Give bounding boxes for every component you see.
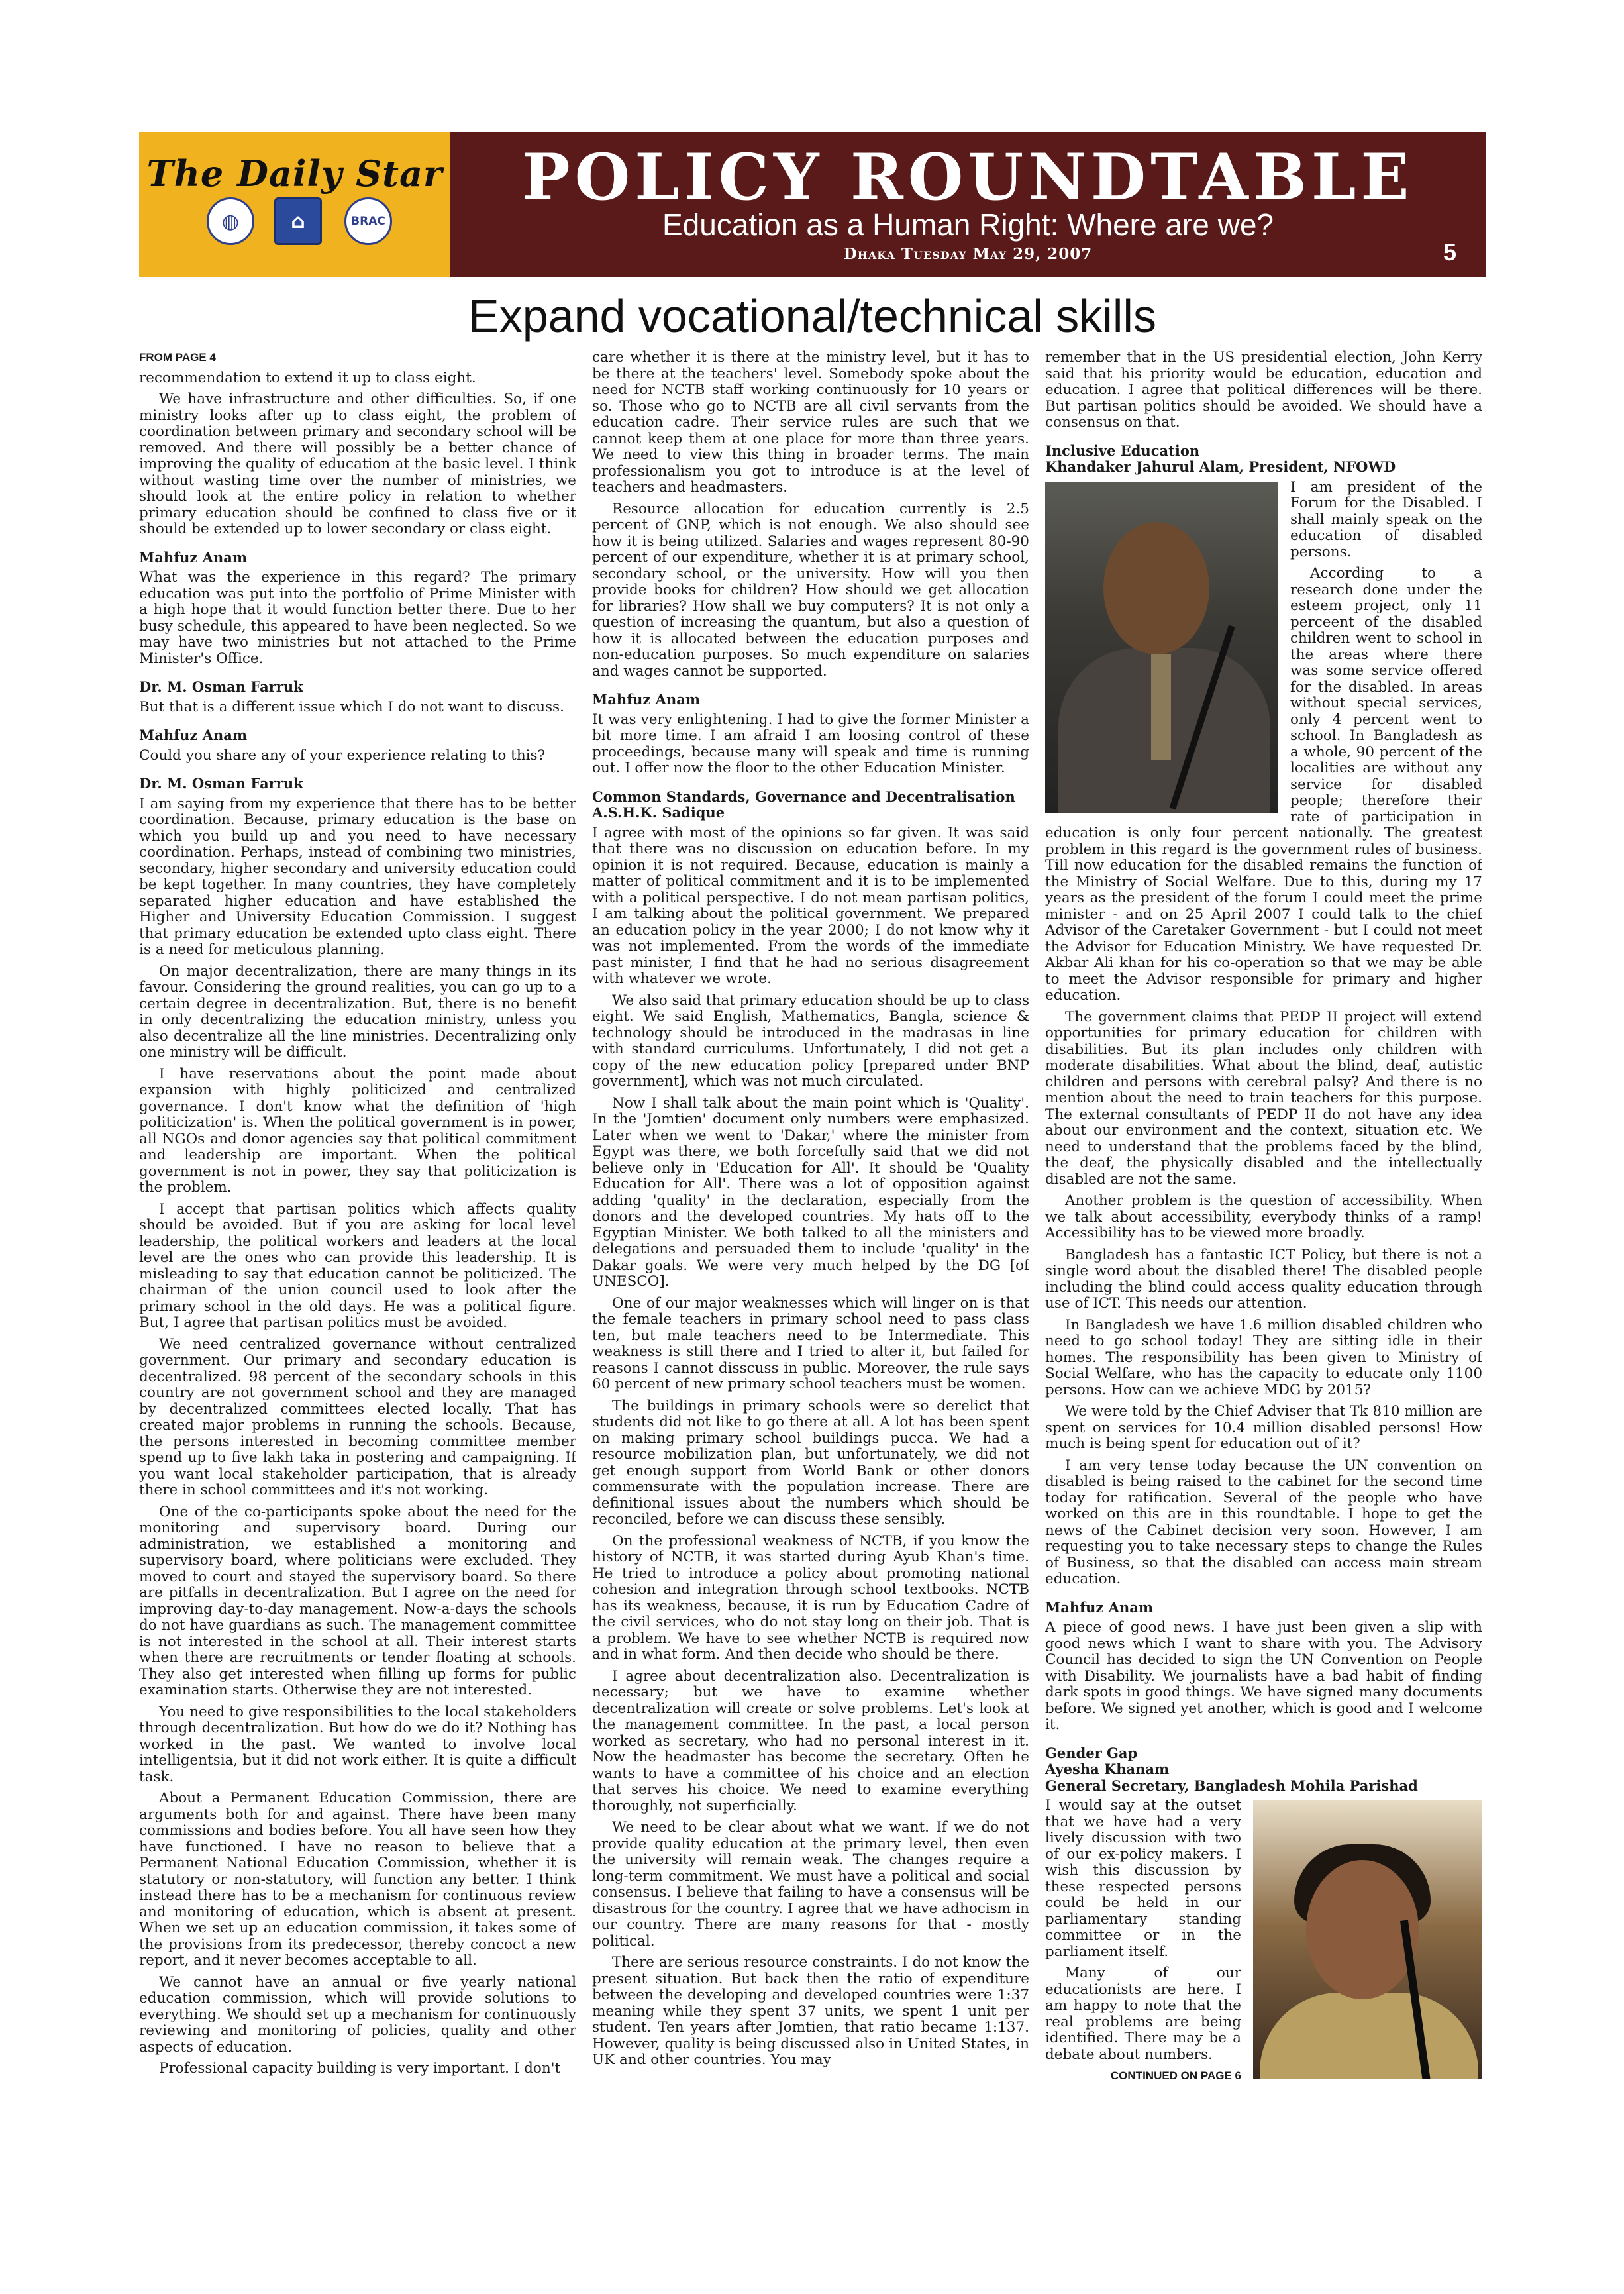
paragraph: One of our major weaknesses which will linger on is that the female teachers in primary school need to pass class ten, but male teachers need to be Intermediate. This weakness is still there and I tried to alter it, but failed for reasons I cannot disscuss in public. Moreover, the rule says 60 percent of new primary school teachers must be women.	[592, 1294, 1029, 1392]
paragraph: But that is a different issue which I do not want to discuss.	[139, 698, 565, 715]
paragraph: I am very tense today because the UN convention on disabled is being raised to the cabinet for the second time today for ratification. Several of the people who have worked on this are in this roundtable. I hope to get the news of the Cabinet decision very soon. However, I am requesting you to take necessary steps to change the Rules of Business, so that the disabled can access main stream education.	[1045, 1457, 1482, 1587]
paragraph: I would say at the outset that we have had a very lively discussion with two of our ex-policy makers. I wish this discussion by these respected persons could be held in our parliamentary standing committee or in the parliament itself.	[1045, 1797, 1241, 1960]
paragraph: A piece of good news. I have just been given a slip with good news which I want to share with you. The Advisory Council has decided to sign the UN Convention on People with Disability. We journalists have a bad habit of finding dark spots in good things. We have signed many documents before. We signed yet another, which is good and I welcome it.	[1045, 1619, 1482, 1733]
paragraph: Could you share any of your experience relating to this?	[139, 747, 546, 764]
paragraph: recommendation to extend it up to class eight.	[139, 369, 476, 386]
paragraph: We need to be clear about what we want. If we do not provide quality education at the primary level, then even the university will remain weak. The changes require a long-term commitment. We must have a political and social consensus. I believe that failing to have a consensus will be disastrous for the country. I agree that we have adhocism in our country. There are many reasons for that - mostly political.	[592, 1819, 1029, 1950]
paragraph: We were told by the Chief Adviser that Tk 810 million are spent on services for 10.4 million disabled persons! How much is being spent for education out of it?	[1045, 1403, 1482, 1452]
page-number: 5	[1443, 238, 1456, 266]
paragraph: We have infrastructure and other difficulties. So, if one ministry looks after up to class eight, the problem of coordination between primary and secondary school will be removed. And there will possibly be a better chance of improving the quality of education at the basic level. I think without wasting time over the number of ministries, we should look at the entire policy in relation to whether primary education should be confined to class five or it should be extended up to lower secondary or class eight.	[139, 391, 576, 537]
paragraph: About a Permanent Education Commission, there are arguments both for and against. There have been many commissions and bodies before. You all have seen how they have functioned. I have no reason to believe that a Permanent National Education Commission, whether it is statutory or non-statutory, will function any better. I think instead there has to be a mechanism for continuous review and monitoring of education, which is absent at present. When we set up an education commission, it takes some of the provisions from its predecessor, thereby concoct a new report, and it never becomes acceptable to all.	[139, 1790, 576, 1969]
paragraph: I have reservations about the point made about expansion with highly politicized and centralized governance. I don't know what the definition of 'high politicization' is. When the political government is in power, all NGOs and donor agencies say that political commitment and leadership are important. When the political government is not in power, they say that politicization is the problem.	[139, 1065, 576, 1196]
paragraph: Bangladesh has a fantastic ICT Policy, but there is not a single word about the disabled there! The disabled people including the blind could access quality education through use of ICT. This needs our attention.	[1045, 1246, 1482, 1312]
paragraph: It was very enlightening. I had to give the former Minister a bit more time. I am afraid I am loosing control of these proceedings, because many will speak and time is running out. I offer now the floor to the other Education Minister.	[592, 711, 1029, 776]
paragraph: In Bangladesh we have 1.6 million disabled children who need to go school today! They are sitting idle in their homes. The responsibility has been given to Ministry of Social Welfare, who has the capacity to educate only 1100 persons. How can we achieve MDG by 2015?	[1045, 1316, 1482, 1398]
paragraph: On major decentralization, there are many things in its favour. Considering the ground realities, you can go up to a certain degree in decentralization. But, there is no benefit in only decentralizing the education ministry, unless you also decentralize all the line ministries. Decentralizing only one ministry will be difficult.	[139, 963, 576, 1061]
paragraph: We need centralized governance without centralized government. Our primary and secondary education is decentralized. 98 percent of the secondary schools in this country are not government school and they are managed by decentralized committees elected locally. That has created major problems in running the schools. Because, the persons interested in becoming committee member spend up to five lakh taka in postering and campaigning. If you want local stakeholder participation, that is already there in school committees and it's not working.	[139, 1335, 576, 1498]
logo-panel	[139, 132, 450, 277]
paragraph: The government claims that PEDP II project will extend opportunities for primary education for children with disabilities. But its plan includes only children with moderate disabilities. What about the blind, deaf, autistic children and persons with cerebral palsy? And there is no mention about the need to train teachers for this purpose. The external consultants of PEDP II do not have any idea about our environment and the context, situation etc. We need to understand that the problems faced by the blind, the deaf, the physically disabled and the intellectually disabled are not the same.	[1045, 1008, 1482, 1188]
speaker-name: Mahfuz Anam	[592, 691, 701, 707]
paragraph: Resource allocation for education currently is 2.5 percent of GNP, which is not enough. We also should see how it is being utilized. Salaries and wages represent 80-90 percent of our expenditure, whether it is at primary school, secondary school, or the university. How will you then provide books for children? How should we get allocation for libraries? How shall we buy computers? It is not only a question of increasing the quantum, but also a question of how it is allocated between the education purposes and non-education purposes. So much expenditure on salaries and wages cannot be supported.	[592, 500, 1029, 680]
article-column-2	[592, 350, 1029, 2251]
paragraph: One of the co-participants spoke about the need for the monitoring and supervisory board. During our administration, we established a monitoring and supervisory board, where politicians were excluded. They moved to court and stayed the supervisory board. So there are pitfalls in decentralization. But I agree on the need for improving day-to-day management. Now-a-days the schools do not have guardians as such. The management committee is not interested in the school at all. Their interest starts when there are recruitments or tender floating at schools. They also get interested when filling up forms for public examination starts. Otherwise they are not interested.	[139, 1503, 576, 1698]
paragraph: What was the experience in this regard? The primary education was put into the portfolio of Prime Minister with a high hope that it would function better there. Due to her busy schedule, this appeared to have been neglected. So we may have two ministries but not attached to the Prime Minister's Office.	[139, 569, 576, 667]
paragraph: Professional capacity building is very important. I don't	[159, 2060, 561, 2077]
subsection-title: Common Standards, Governance and Decentralisation	[592, 788, 1015, 805]
brac-university-logo-icon: BRAC	[344, 197, 392, 245]
speaker-name: Mahfuz Anam	[139, 727, 248, 743]
unesco-logo-icon: ⌂	[274, 197, 322, 245]
paragraph: You need to give responsibilities to the local stakeholders through decentralization. But how do we do it? Nothing has worked in the past. We wanted to involve local intelligentsia, but it did not work either. It is quite a difficult task.	[139, 1703, 576, 1785]
paragraph: I agree with most of the opinions so far given. It was said that there was no discussion on education before. In my opinion it is not required. Because, education is mainly a matter of political commitment and it is to be implemented with a political perspective. I do not mean partisan politics, I am talking about the political government. We prepared an education policy in the year 2000; I do not know why it was not implemented. From the words of the immediate past minister, I find that he had no serious disagreement with whatever we wrote.	[592, 824, 1029, 987]
article-headline: Expand vocational/technical skills	[468, 290, 1156, 342]
paragraph: I accept that partisan politics which affects quality should be avoided. But if you are asking for local level leadership, the political workers and leaders at the local level are the ones who can provide this leadership. It is misleading to say that education cannot be politicized. The chairman of the union council used to look after the primary school in the old days. He was a political figure. But, I agree that partisan politics must be avoided.	[139, 1200, 576, 1331]
paragraph: We cannot have an annual or five yearly national education commission, which will provide solutions to everything. We should set up a mechanism for continuously reviewing and monitoring of policies, quality and other aspects of education.	[139, 1973, 576, 2056]
paragraph: Another problem is the question of accessibility. When we talk about accessibility, everybody thinks of a ramp! Accessibility has to be viewed more broadly.	[1045, 1192, 1482, 1241]
paragraph: care whether it is there at the ministry level, but it has to be there at the teachers' level. Somebody spoke about the need for NCTB staff working continuously for 10 years or so. Those who go to NCTB are all civil servants from the education cadre. Their service rules are such that we cannot keep them at one place for more than three years. We need to view this thing in broader terms. The main professionalism you got to introduce is at the level of teachers and headmasters.	[592, 350, 1029, 495]
speaker-name: Khandaker Jahurul Alam, President, NFOWD	[1045, 458, 1396, 475]
speaker-name: Dr. M. Osman Farruk	[139, 678, 303, 695]
article-column-3	[1045, 350, 1482, 2251]
title-panel	[450, 132, 1486, 277]
speaker-name: Mahfuz Anam	[139, 548, 248, 566]
newspaper-logo: The Daily Star	[146, 152, 443, 195]
paragraph: Now I shall talk about the main point which is 'Quality'. In the 'Jomtien' document only numbers were emphasized. Later when we went to 'Dakar,' where the minister from Egypt was there, we both forcefully said that we did not believe only in 'Education for All'. It should be 'Quality Education for All'. There was a lot of opposition against adding 'quality' in the declaration, especially from the donors and the developed countries. My hats off to the Egyptian Minister. We both talked to all the ministers and delegations and persuaded them to include 'quality' in the Dakar goals. We were very much helped by the DG [of UNESCO].	[592, 1094, 1029, 1290]
masthead-banner	[139, 132, 1486, 277]
section-title: POLICY ROUNDTABLE	[522, 140, 1414, 215]
speaker-name: Dr. M. Osman Farruk	[139, 775, 303, 792]
paragraph: I am president of the Forum for the Disabled. I shall mainly speak on the education of disabled persons.	[1290, 478, 1482, 560]
continued-label: CONTINUED ON PAGE 6	[1110, 2069, 1241, 2082]
paragraph: Many of our educationists are here. I am happy to note that the real problems are being identified. There may be a debate about numbers.	[1045, 1965, 1241, 2063]
paragraph: I am saying from my experience that there has to be better coordination. Because, primary education is the base on which you build up and you need to have necessary coordination. Perhaps, instead of combining two ministries, secondary, higher secondary and university education could be kept together. In many countries, they have completely separated higher education and have established the Higher and University Education Commission. I suggest that primary education be extended upto class eight. There is a need for meticulous planning.	[139, 795, 576, 958]
subsection-title: Gender Gap	[1045, 1744, 1138, 1761]
government-seal-icon: ◍	[207, 197, 254, 245]
paragraph: The buildings in primary schools were so derelict that students did not like to go there at all. A lot has been spent on making primary school buildings pucca. We had a resource mobilization plan, but unfortunately, we did not get enough support from World Bank or other donors commensurate with the population increase. There are definitional issues about the numbers which should be reconciled, before we can discuss these sensibly.	[592, 1397, 1029, 1528]
paragraph: According to a research done under the esteem project, only 11 perceent of the disabled children went to school in the areas where there was some service offered for the disabled. In areas without special services, only 4 percent went to school. In Bangladesh as a whole, 90 percent of the localities are without any service for disabled people; therefore their rate of participation in education is only four percent nationally. The greatest problem in this regard is the government rules of business. Till now education for the disabled remains the function of the Ministry of Social Welfare. Due to this, during my 17 years as the president of the forum I could meet the prime minister - and on 25 April 2007 I could talk to the chief Advisor of the Caretaker Government - but I could not meet the Advisor for Education Ministry. We have requested Dr. Akbar Ali khan for his co-operation so that we may be able to meet the Advisor responsible for primary and higher education.	[1045, 565, 1482, 1004]
speaker-name: A.S.H.K. Sadique	[592, 804, 725, 821]
speaker-name: Ayesha Khanam	[1045, 1761, 1170, 1777]
subsection-title: Inclusive Education	[1045, 442, 1200, 459]
paragraph: On the professional weakness of NCTB, if you know the history of NCTB, it was started during Ayub Khan's time. He tried to introduce a policy about promoting national cohesion and integration through school textbooks. NCTB has its weakness, because, it is run by Education Cadre of the civil services, who do not stay long on their job. That is a problem. We have to see whether NCTB is required now and in what form. And then decide who should be there.	[592, 1532, 1029, 1663]
paragraph: remember that in the US presidential election, John Kerry said that his priority would be education, education and education. I agree that political differences will be there. But partisan politics should be avoided. We should have a consensus on that.	[1045, 350, 1482, 431]
jump-from-label: FROM PAGE 4	[139, 351, 216, 364]
paragraph: We also said that primary education should be up to class eight. We said English, Mathematics, Bangla, science & technology should be introduced in the madrasas in line with standard curriculums. Unfortunately, I did not get a copy of the new education policy [prepared under BNP government], which was not much circulated.	[592, 992, 1029, 1090]
speaker-name: Mahfuz Anam	[1045, 1598, 1154, 1616]
paragraph: I agree about decentralization also. Decentralization is necessary; but we have to examine whether decentralization will create or solve problems. Let's look at the management committee. In the past, a local person worked as secretary, who had no personal interest in it. Now the headmaster has become the secretary. Often he wants to have a committee of his choice and an election that serves his choice. We need to examine everything thoroughly, not superficially.	[592, 1667, 1029, 1814]
article-column-1	[139, 350, 576, 2251]
speaker-affiliation: General Secretary, Bangladesh Mohila Parishad	[1045, 1777, 1418, 1794]
speaker-photo-ayesha-khanam	[1253, 1800, 1482, 2079]
paragraph: There are serious resource constraints. I do not know the present situation. But back then the ratio of expenditure between the developing and developed countries were 1:37 meaning while they spent 37 units, we spent 1 unit per student. Ten years after Jomtien, that ratio became 1:137. However, quality is being discussed also in United States, in UK and other countries. You may	[592, 1954, 1029, 2068]
section-subtitle: Education as a Human Right: Where are we?	[662, 207, 1274, 242]
speaker-photo-khandaker-jahurul-alam	[1045, 482, 1278, 813]
dateline: Dhaka Tuesday May 29, 2007	[843, 245, 1093, 263]
